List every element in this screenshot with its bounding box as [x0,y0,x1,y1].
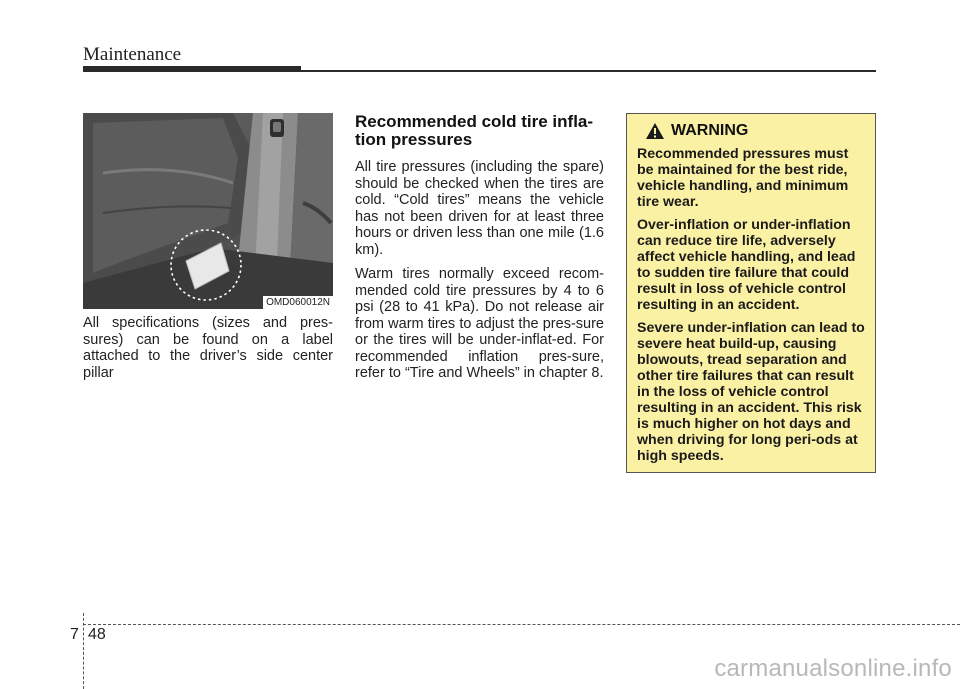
warning-paragraph: Severe under-inflation can lead to severe heat build-up, causing blowouts, tread separation and other tire failures that can result in the loss of vehicle control resulting in an accident. This risk is much higher on hot days and when driving for long peri-ods at high speeds. [637,320,865,464]
paragraph: Warm tires normally exceed recom-mended cold tire pressures by 4 to 6 psi (28 to 41 kPa). Do not release air from warm tires to adjust the pres-sure or the tires will be under-inflat-ed. For recommended inflation pres-sure, refer to “Tire and Wheels” in chapter 8. [355,266,604,381]
warning-triangle-icon [645,122,665,140]
warning-box [626,113,876,473]
label-location-text: All specifications (sizes and pres-sures) can be found on a label attached to the driver’s side center pillar [83,315,333,381]
warning-header [645,122,866,140]
footer-divider [83,613,84,689]
door-pillar-photo [83,113,333,309]
footer-rule [83,624,960,625]
header-rule-thin [301,70,876,72]
warning-title: WARNING [671,122,749,139]
page-header-title: Maintenance [83,44,182,65]
middle-column [355,113,604,390]
left-column [83,315,333,389]
door-pillar-illustration [83,113,333,309]
figure-caption: OMD060012N [263,296,333,309]
header-rule-thick [83,66,301,72]
chapter-number: 7 [70,626,79,643]
warning-paragraph: Recommended pressures must be maintained for the best ride, vehicle handling, and minimum tire wear. [637,146,849,210]
page-number: 48 [88,626,106,643]
paragraph: All tire pressures (including the spare) should be checked when the tires are cold. “Cold tires” means the vehicle has not been driven for at least three hours or driven less than one mile (1.6 km). [355,159,604,258]
warning-paragraph: Over-inflation or under-inflation can reduce tire life, adversely affect vehicle handling, and lead to sudden tire failure that could result in loss of vehicle control resulting in an accident. [637,217,856,313]
watermark: carmanualsonline.info [714,655,952,682]
section-title: Recommended cold tire infla-tion pressures [355,112,594,149]
